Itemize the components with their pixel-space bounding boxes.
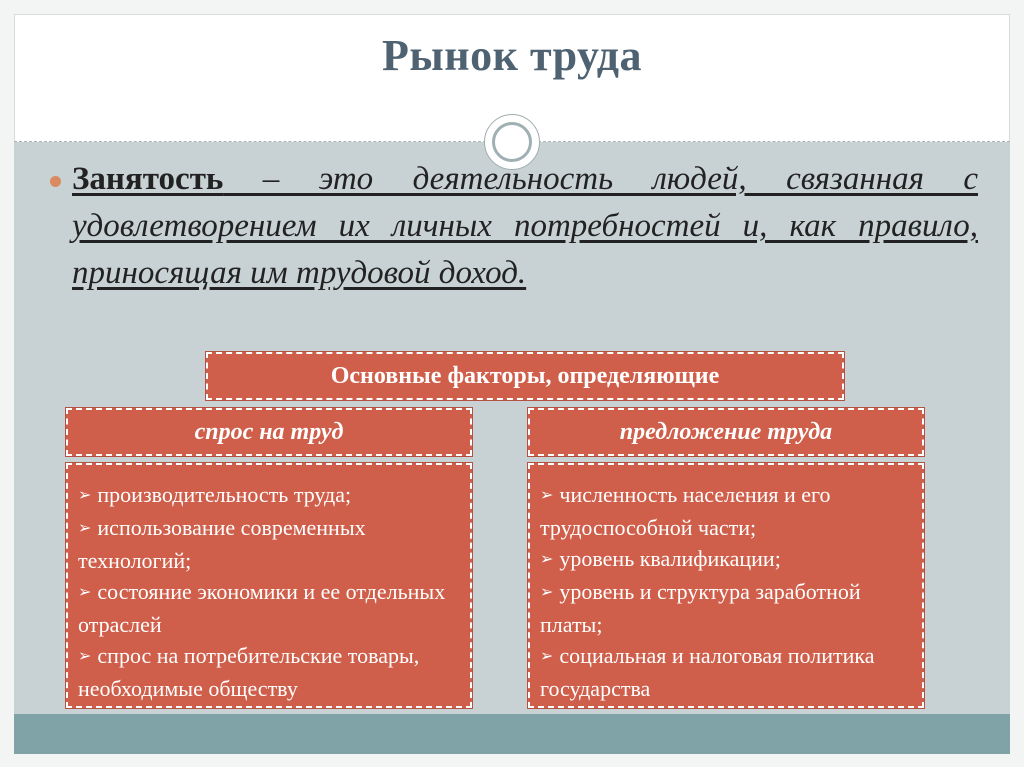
list-item: ➢ спрос на потребительские товары, необходимые обществу — [78, 643, 420, 701]
supply-heading-box: предложение труда — [528, 408, 924, 456]
list-item: ➢ численность населения и его трудоспособной части; — [540, 482, 831, 540]
bullet-dot-icon — [50, 176, 61, 187]
supply-factors-list — [528, 463, 924, 708]
demand-factors-list — [66, 463, 472, 708]
arrow-bullet-icon: ➢ — [540, 646, 554, 665]
list-item: ➢ уровень квалификации; — [540, 546, 781, 571]
list-item: ➢ состояние экономики и ее отдельных отраслей — [78, 579, 446, 637]
list-item: ➢ производительность труда; — [78, 482, 352, 507]
list-item: ➢ социальная и налоговая политика государства — [540, 643, 875, 701]
factors-header-box: Основные факторы, определяющие — [206, 352, 844, 400]
arrow-bullet-icon: ➢ — [78, 485, 92, 504]
list-item: ➢ уровень и структура заработной платы; — [540, 579, 861, 637]
definition-term: Занятость — [72, 161, 224, 197]
list-item: ➢ использование современных технологий; — [78, 515, 366, 573]
arrow-bullet-icon: ➢ — [540, 582, 554, 601]
arrow-bullet-icon: ➢ — [540, 549, 554, 568]
arrow-bullet-icon: ➢ — [78, 518, 92, 537]
definition-text: – это деятельность людей, связанная с удовлетворением их личных потребностей и, как правило, приносящая им трудовой доход. — [72, 161, 978, 291]
demand-heading-box: спрос на труд — [66, 408, 472, 456]
footer-bar — [14, 714, 1010, 754]
arrow-bullet-icon: ➢ — [78, 582, 92, 601]
arrow-bullet-icon: ➢ — [540, 485, 554, 504]
slide-title: Рынок труда — [382, 31, 642, 80]
definition-paragraph — [72, 156, 978, 297]
arrow-bullet-icon: ➢ — [78, 646, 92, 665]
